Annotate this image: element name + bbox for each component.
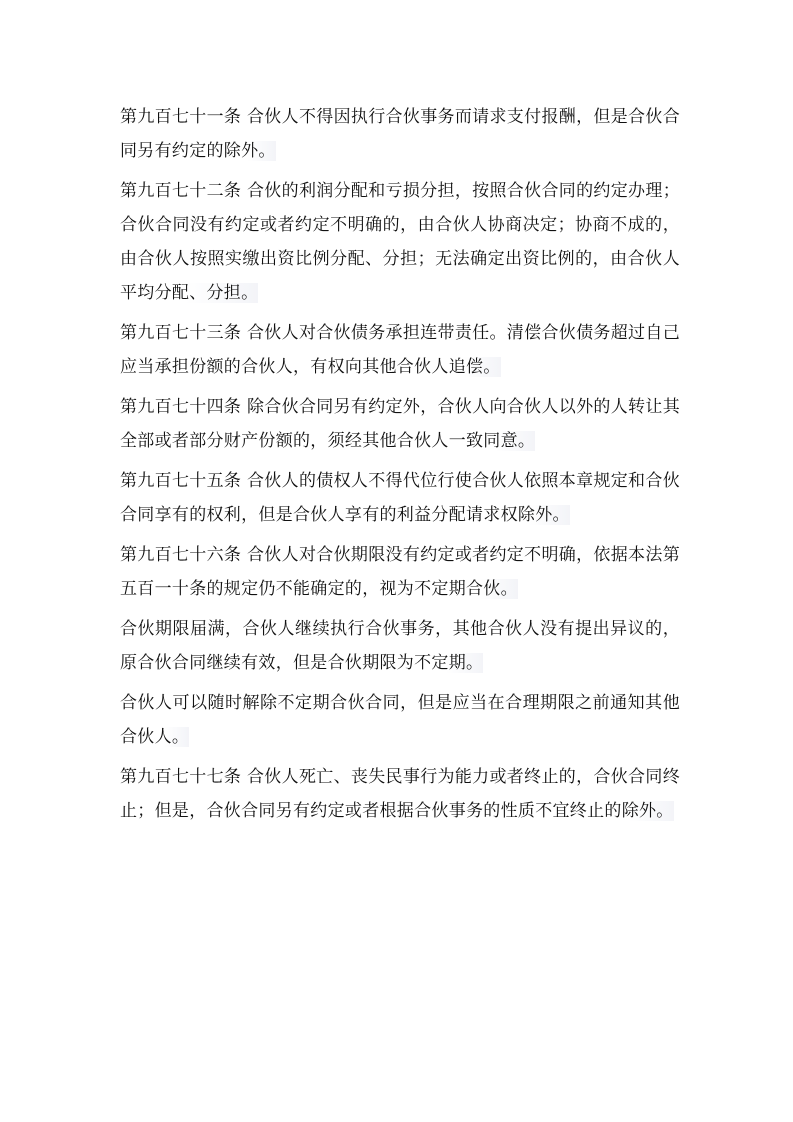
article-976	[120, 538, 680, 606]
article-971	[120, 100, 680, 168]
article-973	[120, 316, 680, 384]
article-977	[120, 760, 680, 828]
article-972	[120, 174, 680, 310]
article-976-paragraph-3	[120, 686, 680, 754]
article-973-text: 第九百七十三条 合伙人对合伙债务承担连带责任。清偿合伙债务超过自己应当承担份额的合伙人，有权向其他合伙人追偿。	[120, 323, 680, 377]
article-975	[120, 464, 680, 532]
article-976-paragraph-2-text: 合伙期限届满，合伙人继续执行合伙事务，其他合伙人没有提出异议的，原合伙合同继续有效，但是合伙期限为不定期。	[120, 619, 680, 673]
article-975-text: 第九百七十五条 合伙人的债权人不得代位行使合伙人依照本章规定和合伙合同享有的权利，但是合伙人享有的利益分配请求权除外。	[120, 471, 680, 525]
article-976-paragraph-3-text: 合伙人可以随时解除不定期合伙合同，但是应当在合理期限之前通知其他合伙人。	[120, 693, 680, 747]
article-977-text: 第九百七十七条 合伙人死亡、丧失民事行为能力或者终止的，合伙合同终止；但是，合伙合同另有约定或者根据合伙事务的性质不宜终止的除外。	[120, 767, 680, 821]
article-974-text: 第九百七十四条 除合伙合同另有约定外，合伙人向合伙人以外的人转让其全部或者部分财产份额的，须经其他合伙人一致同意。	[120, 397, 680, 451]
article-974	[120, 390, 680, 458]
document-body	[120, 100, 680, 828]
article-976-paragraph-2	[120, 612, 680, 680]
article-971-text: 第九百七十一条 合伙人不得因执行合伙事务而请求支付报酬，但是合伙合同另有约定的除外。	[120, 107, 680, 161]
article-976-text: 第九百七十六条 合伙人对合伙期限没有约定或者约定不明确，依据本法第五百一十条的规定仍不能确定的，视为不定期合伙。	[120, 545, 680, 599]
article-972-text: 第九百七十二条 合伙的利润分配和亏损分担，按照合伙合同的约定办理；合伙合同没有约定或者约定不明确的，由合伙人协商决定；协商不成的，由合伙人按照实缴出资比例分配、分担；无法确定出资比例的，由合伙人平均分配、分担。	[120, 181, 680, 303]
